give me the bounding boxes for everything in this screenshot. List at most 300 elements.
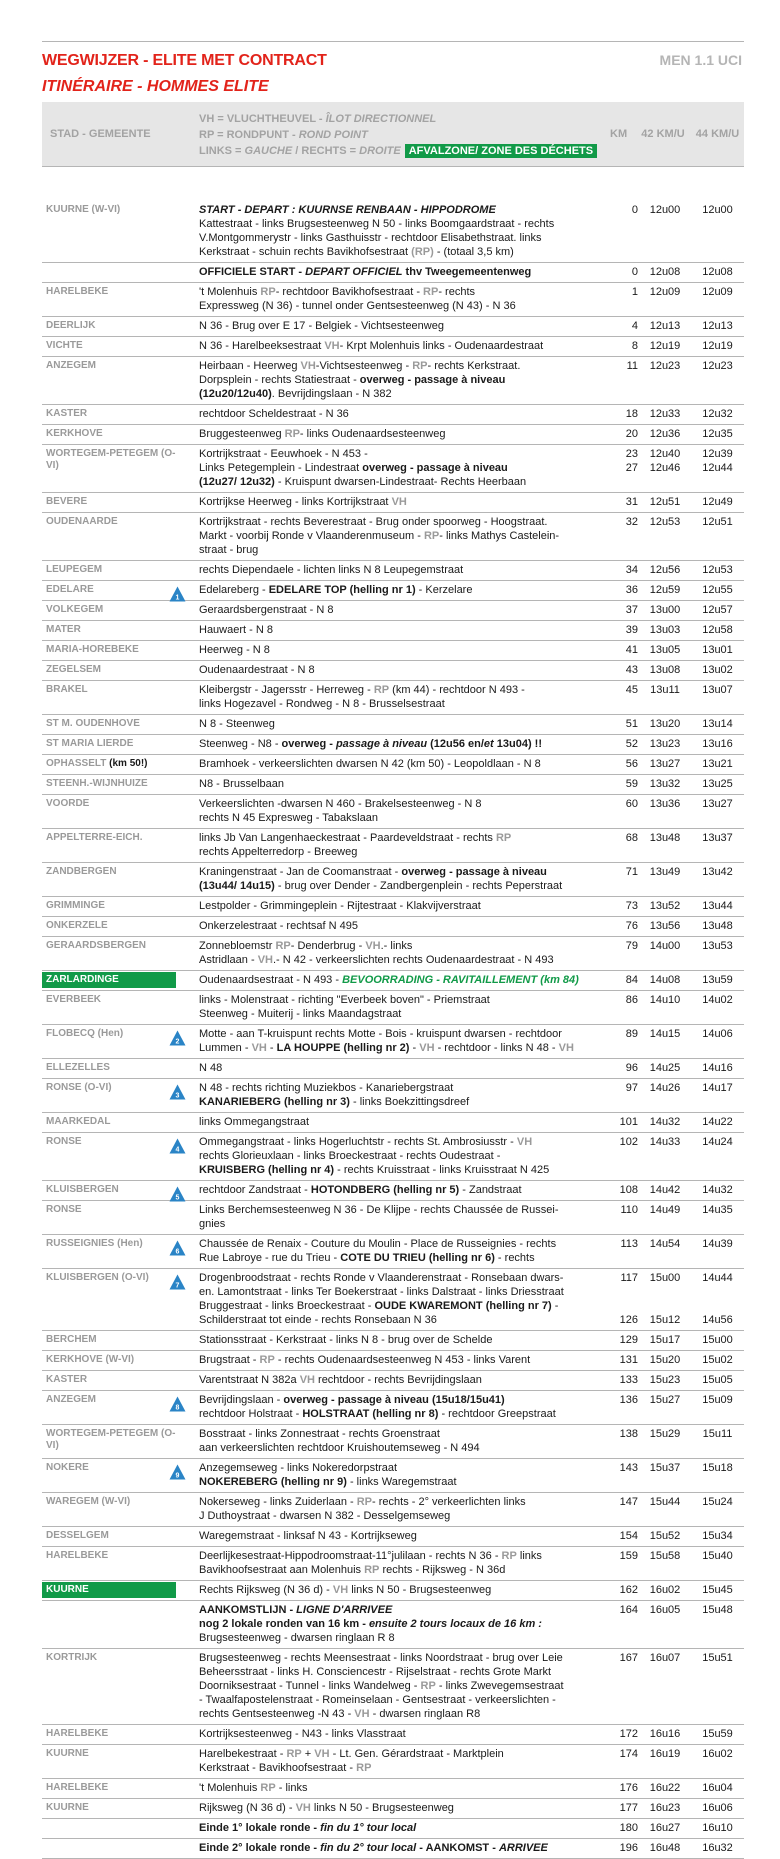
description-line — [199, 811, 627, 825]
description-segment: links — [516, 1550, 542, 1562]
time-42kmh-value: 15u27 — [649, 1394, 681, 1406]
description-segment: VH — [257, 954, 273, 966]
description-segment: - AANKOMST - — [416, 1842, 499, 1854]
town-name — [46, 866, 178, 878]
distance-km — [604, 359, 638, 373]
town-label: ONKERZELE — [46, 920, 108, 931]
description-segment: + — [301, 1748, 315, 1760]
description-line — [199, 797, 627, 811]
time-42kmh — [639, 1333, 691, 1347]
description-line — [199, 1495, 627, 1509]
time-42kmh — [639, 447, 691, 475]
route-description — [199, 407, 627, 421]
description-segment: - rechts — [494, 1252, 535, 1264]
town-label: GRIMMINGE — [46, 900, 105, 911]
time-42kmh — [639, 1603, 691, 1617]
distance-km-value — [604, 1285, 638, 1299]
town-name — [46, 1530, 178, 1542]
table-row — [42, 493, 744, 513]
description-segment: - rechtdoor - links N 48 - — [434, 1042, 559, 1054]
description-segment: Onkerzelestraat - rechtsaf N 495 — [199, 920, 358, 932]
town-name — [46, 778, 178, 790]
time-42kmh — [639, 1183, 691, 1197]
distance-km-value: 39 — [625, 624, 638, 636]
description-line — [199, 1041, 627, 1055]
legend-rechts-fr: DROITE — [359, 145, 401, 157]
time-42kmh-value: 15u00 — [649, 1272, 681, 1284]
route-description — [199, 203, 627, 259]
distance-km-value: 164 — [619, 1604, 638, 1616]
town-name — [46, 496, 178, 508]
distance-km — [604, 1237, 638, 1251]
time-42kmh-value: 12u19 — [649, 340, 681, 352]
distance-km — [604, 603, 638, 617]
town-name — [46, 940, 178, 952]
time-42kmh-value: 16u22 — [649, 1782, 681, 1794]
description-segment: - brug over Dender - Zandbergenplein - rechts Peperstraat — [274, 880, 563, 892]
route-description — [199, 663, 627, 677]
time-42kmh-value: 14u42 — [649, 1184, 681, 1196]
time-42kmh — [639, 973, 691, 987]
description-segment: RP — [373, 684, 390, 696]
climb-marker-icon — [169, 1464, 186, 1480]
time-42kmh — [639, 683, 691, 697]
town-label: RONSE — [46, 1136, 82, 1147]
description-segment: VH — [419, 1042, 435, 1054]
description-segment: RP — [275, 940, 291, 952]
time-44kmh-value: 12u55 — [702, 584, 733, 596]
distance-km-value: 133 — [619, 1374, 638, 1386]
description-line — [199, 1007, 627, 1021]
distance-km-value: 51 — [625, 718, 638, 730]
time-42kmh — [639, 623, 691, 637]
table-row — [42, 283, 744, 317]
table-row — [42, 1025, 744, 1059]
town-label: OUDENAARDE — [46, 516, 118, 527]
description-line — [199, 1299, 627, 1313]
town-label: KLUISBERGEN — [46, 1184, 119, 1195]
town-label: HARELBEKE — [46, 1550, 109, 1561]
time-42kmh-value: 12u08 — [649, 266, 681, 278]
route-description — [199, 1081, 627, 1109]
time-42kmh — [639, 1353, 691, 1367]
description-segment: Kortrijkse Heerweg - links Kortrijkstraat — [199, 496, 392, 508]
distance-km-value: 196 — [619, 1842, 638, 1854]
description-segment: ARRIVEE — [498, 1842, 548, 1854]
time-44kmh — [691, 285, 744, 299]
time-44kmh — [691, 1027, 744, 1041]
time-44kmh-value: 12u57 — [702, 604, 733, 616]
description-line — [199, 643, 627, 657]
town-name — [46, 738, 178, 750]
table-row — [42, 1269, 744, 1331]
time-44kmh-value: 13u27 — [702, 798, 733, 810]
time-44kmh-value: 16u04 — [702, 1782, 733, 1794]
time-42kmh-value: 13u08 — [649, 664, 681, 676]
description-segment: - Krpt Molenhuis links - Oudenaardestraat — [339, 340, 544, 352]
table-row — [42, 1425, 744, 1459]
description-segment: AANKOMSTLIJN - — [199, 1604, 297, 1616]
description-segment: Bruggesteenweg — [199, 428, 285, 440]
time-44kmh-value: 12u09 — [702, 286, 733, 298]
legend-vh-fr: ÎLOT DIRECTIONNEL — [325, 113, 437, 125]
description-segment: Chaussée de Renaix - Couture du Moulin - Place de Russeignies - rechts — [199, 1238, 557, 1250]
time-42kmh-value: 13u11 — [650, 684, 680, 696]
distance-km-value: 34 — [625, 564, 638, 576]
time-42kmh-value: 12u46 — [649, 462, 681, 474]
description-line — [199, 265, 627, 279]
description-segment: VH — [300, 360, 316, 372]
distance-km — [604, 973, 638, 987]
description-segment: Kraningenstraat - Jan de Coomanstraat - — [199, 866, 402, 878]
town-label: KUURNE — [46, 1748, 89, 1759]
time-42kmh — [639, 285, 691, 299]
table-row — [42, 1459, 744, 1493]
distance-km — [604, 919, 638, 933]
route-description — [199, 1781, 627, 1795]
town-name — [46, 1334, 178, 1346]
description-segment: Harelbekestraat - — [199, 1748, 287, 1760]
distance-km-value: 126 — [619, 1314, 638, 1326]
time-44kmh-value: 15u09 — [702, 1394, 733, 1406]
route-description — [199, 1549, 627, 1577]
description-segment: BEVOORRADING - RAVITAILLEMENT — [342, 974, 538, 986]
description-line — [199, 319, 627, 333]
description-segment: - Zandstraat — [459, 1184, 522, 1196]
time-42kmh-value: 16u05 — [649, 1604, 681, 1616]
description-segment: Geraardsbergenstraat - N 8 — [199, 604, 334, 616]
description-line — [199, 1407, 627, 1421]
town-label: DEERLIJK — [46, 320, 96, 331]
table-row — [42, 1601, 744, 1649]
town-label: WORTEGEM-PETEGEM (O-VI) — [46, 1428, 176, 1451]
town-name — [46, 1028, 178, 1040]
route-description — [199, 1747, 627, 1775]
time-42kmh — [639, 1747, 691, 1761]
town-name — [46, 664, 178, 676]
distance-km-value: 136 — [619, 1394, 638, 1406]
route-description — [199, 1237, 627, 1265]
description-segment: links Jb Van Langenhaeckestraat - Paardeveldstraat - rechts — [199, 832, 496, 844]
distance-km-value: 68 — [625, 832, 638, 844]
description-line — [199, 515, 627, 529]
time-44kmh-value: 15u59 — [702, 1728, 733, 1740]
time-42kmh-value: 14u08 — [649, 974, 681, 986]
description-segment: Lummen - — [199, 1042, 252, 1054]
time-44kmh-value: 14u22 — [702, 1116, 733, 1128]
description-segment: Stationsstraat - Kerkstraat - links N 8 - brug over de Schelde — [199, 1334, 493, 1346]
time-44kmh-value: 15u00 — [702, 1334, 733, 1346]
town-name — [46, 320, 178, 332]
time-42kmh — [639, 1495, 691, 1509]
distance-km — [604, 683, 638, 697]
distance-km-value: 110 — [620, 1204, 638, 1216]
description-line — [199, 879, 627, 893]
description-segment: (km 44) - rechtdoor N 493 - — [389, 684, 525, 696]
time-42kmh-value: 14u33 — [649, 1136, 681, 1148]
time-42kmh-value: 12u59 — [649, 584, 681, 596]
description-segment: Markt - voorbij Ronde v Vlaanderenmuseum - — [199, 530, 424, 542]
description-segment: N 48 - rechts richting Muziekbos - Kanariebergstraat — [199, 1082, 454, 1094]
route-description — [199, 865, 627, 893]
description-segment: en. Lamontstraat - links Ter Boekerstraat - links Dalstraat - links Driesstraat — [199, 1286, 564, 1298]
distance-km — [604, 1115, 638, 1129]
time-44kmh-value: 15u45 — [702, 1584, 733, 1596]
description-segment: RP — [423, 286, 439, 298]
time-44kmh — [691, 1115, 744, 1129]
table-row — [42, 1547, 744, 1581]
climb-number: 2 — [175, 1038, 180, 1046]
time-44kmh — [691, 1841, 744, 1855]
time-44kmh — [691, 1393, 744, 1407]
description-segment: rechts Glorieuxlaan - links Broeckestraat - rechts Oudestraat - — [199, 1150, 501, 1162]
distance-km-value: 108 — [619, 1184, 638, 1196]
time-42kmh — [639, 1781, 691, 1795]
time-42kmh — [639, 1135, 691, 1149]
legend-rp-fr: ROND POINT — [298, 129, 368, 141]
distance-km-value: 102 — [619, 1136, 638, 1148]
description-segment: overweg - passage à niveau (15u18/15u41) — [283, 1394, 505, 1406]
top-divider — [42, 41, 744, 42]
distance-km-value: 129 — [619, 1334, 638, 1346]
time-44kmh — [691, 797, 744, 811]
description-line — [199, 993, 627, 1007]
time-44kmh-value: 12u08 — [702, 266, 733, 278]
table-row — [42, 1527, 744, 1547]
time-42kmh-value: 14u49 — [649, 1204, 681, 1216]
description-line — [199, 1313, 627, 1327]
description-line — [199, 1353, 627, 1367]
distance-km — [604, 939, 638, 953]
time-42kmh-value: 12u33 — [649, 408, 681, 420]
description-segment: 't Molenhuis — [199, 1782, 261, 1794]
description-segment: RP — [412, 360, 428, 372]
table-row — [42, 1331, 744, 1351]
description-line — [199, 1061, 627, 1075]
time-44kmh-value: 16u10 — [702, 1822, 733, 1834]
time-44kmh-value: 12u49 — [702, 496, 733, 508]
town-name — [46, 1728, 178, 1740]
time-42kmh-value: 12u53 — [649, 516, 681, 528]
distance-km — [604, 623, 638, 637]
description-segment: Motte - aan T-kruispunt rechts Motte - Bois - kruispunt dwarsen - rechtdoor — [199, 1028, 562, 1040]
description-line — [199, 1529, 627, 1543]
route-description — [199, 285, 627, 313]
time-44kmh — [691, 899, 744, 913]
time-44kmh — [691, 407, 744, 421]
time-42kmh-value: 15u52 — [649, 1530, 681, 1542]
table-row — [42, 1799, 744, 1819]
description-segment: RP — [259, 1354, 275, 1366]
description-segment: Zonnebloemstr — [199, 940, 276, 952]
description-segment: V.Montgommerystr - links Gasthuisstr - rechtdoor Elisabethstraat. links — [199, 232, 542, 244]
description-line — [199, 1651, 627, 1665]
town-name — [42, 972, 176, 988]
time-42kmh — [639, 1821, 691, 1835]
town-label: MAARKEDAL — [46, 1116, 111, 1127]
time-42kmh-value — [639, 1285, 691, 1299]
town-name — [46, 1062, 178, 1074]
route-description — [199, 1027, 627, 1055]
description-segment: N 36 - Harelbeeksestraat — [199, 340, 325, 352]
time-42kmh — [639, 319, 691, 333]
table-row — [42, 1649, 744, 1725]
description-segment: Verkeerslichten -dwarsen N 460 - Brakelsesteenweg - N 8 — [199, 798, 482, 810]
time-42kmh-value: 13u32 — [649, 778, 681, 790]
time-44kmh-value: 15u40 — [702, 1550, 733, 1562]
description-line — [199, 1115, 627, 1129]
route-description — [199, 1841, 627, 1855]
town-name — [46, 584, 178, 596]
description-line — [199, 583, 627, 597]
table-row — [42, 513, 744, 561]
description-line — [199, 845, 627, 859]
time-44kmh-value: 15u18 — [702, 1462, 733, 1474]
route-description — [199, 1333, 627, 1347]
distance-km — [604, 1821, 638, 1835]
description-line — [199, 1217, 627, 1231]
town-name — [46, 1462, 178, 1474]
distance-km-value: 37 — [625, 604, 638, 616]
time-44kmh — [691, 777, 744, 791]
town-label: KUURNE (W-VI) — [46, 204, 121, 215]
table-row — [42, 937, 744, 971]
distance-km — [604, 285, 638, 299]
time-44kmh-value: 14u32 — [702, 1184, 733, 1196]
climb-marker-icon — [169, 1240, 186, 1256]
time-44kmh — [691, 1603, 744, 1617]
distance-km-value: 43 — [625, 664, 638, 676]
distance-km-value: 147 — [619, 1496, 638, 1508]
time-42kmh — [639, 919, 691, 933]
description-segment: Kortrijkstraat - rechts Beverestraat - Brug onder spoorweg - Hoogstraat. — [199, 516, 548, 528]
description-segment: Kattestraat - links Brugsesteenweg N 50 - links Boomgaardstraat - rechts — [199, 218, 555, 230]
time-42kmh-value: 15u58 — [649, 1550, 681, 1562]
description-segment: N 48 — [199, 1062, 223, 1074]
description-line — [199, 831, 627, 845]
route-description — [199, 319, 627, 333]
time-44kmh-value: 13u44 — [702, 900, 733, 912]
time-42kmh — [639, 563, 691, 577]
description-line — [199, 359, 627, 373]
town-label: ANZEGEM — [46, 1394, 96, 1405]
time-42kmh-value: 13u56 — [649, 920, 681, 932]
distance-km-value: 96 — [625, 1062, 638, 1074]
description-segment: NOKEREBERG (helling nr 9) — [199, 1476, 347, 1488]
distance-km — [604, 1583, 638, 1597]
legend-rp — [199, 127, 597, 143]
description-line — [199, 407, 627, 421]
time-42kmh — [639, 1115, 691, 1129]
description-segment: ensuite 2 tours locaux de 16 km : — [368, 1618, 542, 1630]
distance-km — [604, 1027, 638, 1041]
time-44kmh-value: 12u00 — [702, 204, 733, 216]
time-44kmh — [691, 643, 744, 657]
time-44kmh-value: 16u02 — [702, 1748, 733, 1760]
description-line — [199, 563, 627, 577]
climb-marker-icon — [169, 1084, 186, 1100]
legend-rp-nl: RP = RONDPUNT - — [199, 129, 299, 141]
table-row — [42, 863, 744, 897]
description-segment: Kerkstraat - schuin rechts Bavikhofsestraat — [199, 246, 412, 258]
time-42kmh-value: 15u20 — [649, 1354, 681, 1366]
distance-km-value: 84 — [625, 974, 638, 986]
town-label: APPELTERRE-EICH. — [46, 832, 143, 843]
time-44kmh-value: 14u39 — [702, 1238, 733, 1250]
town-label: VOLKEGEM — [46, 604, 104, 615]
time-44kmh-value: 15u02 — [702, 1354, 733, 1366]
time-42kmh-value: 13u52 — [649, 900, 681, 912]
column-header-44kmh: 44 KM/U — [695, 128, 740, 140]
description-segment: links N 50 - Brugsesteenweg — [310, 1802, 454, 1814]
description-line — [199, 1027, 627, 1041]
description-segment: - Lt. Gen. Gérardstraat - Marktplein — [329, 1748, 504, 1760]
time-42kmh-value: 14u26 — [649, 1082, 681, 1094]
time-42kmh-value: 14u32 — [649, 1116, 681, 1128]
climb-number: 3 — [175, 1092, 180, 1100]
time-44kmh — [691, 447, 744, 475]
description-segment: VH — [391, 496, 407, 508]
time-44kmh — [691, 583, 744, 597]
description-line — [199, 387, 627, 401]
distance-km-value — [604, 1299, 638, 1313]
time-44kmh-value: 13u07 — [702, 684, 733, 696]
table-row — [42, 681, 744, 715]
climb-marker-icon — [169, 1396, 186, 1412]
description-segment: Brugstraat - — [199, 1354, 260, 1366]
table-row — [42, 581, 744, 601]
time-44kmh-value: 12u32 — [702, 408, 733, 420]
town-name — [46, 408, 178, 420]
table-row — [42, 357, 744, 405]
description-segment: - rechts Kruisstraat - links Kruisstraat N 425 — [334, 1164, 550, 1176]
route-description — [199, 1529, 627, 1543]
distance-km — [604, 865, 638, 879]
time-44kmh — [691, 939, 744, 953]
distance-km-value: 159 — [619, 1550, 638, 1562]
distance-km-value: 76 — [625, 920, 638, 932]
abbreviation-legend — [199, 111, 597, 159]
time-44kmh — [691, 1821, 744, 1835]
time-42kmh-value: 16u07 — [649, 1652, 681, 1664]
legend-links-fr: GAUCHE — [244, 145, 293, 157]
town-label: RUSSEIGNIES (Hen) — [46, 1238, 143, 1249]
table-row — [42, 1391, 744, 1425]
town-name — [46, 1374, 178, 1386]
description-segment: Beheersstraat - links H. Consciencestr - Rijselstraat - rechts Grote Markt — [199, 1666, 552, 1678]
description-segment: Bruggestraat - links Broeckestraat - — [199, 1300, 375, 1312]
description-segment: Kerkstraat - Bavikhoofsestraat - — [199, 1762, 357, 1774]
description-line — [199, 285, 627, 299]
time-42kmh — [639, 495, 691, 509]
route-description — [199, 339, 627, 353]
description-segment: RP — [420, 1680, 436, 1692]
description-segment: Bavikhoofsestraat aan Molenhuis — [199, 1564, 365, 1576]
legend-vh-nl: VH = VLUCHTHEUVEL - — [199, 113, 326, 125]
description-segment: Bevrijdingslaan - — [199, 1394, 284, 1406]
description-segment: .- N 42 - verkeerslichten rechts Oudenaardestraat - N 493 — [272, 954, 554, 966]
legend-vh — [199, 111, 597, 127]
description-segment: rechtdoor Holstraat - — [199, 1408, 303, 1420]
climb-number: 4 — [175, 1146, 180, 1154]
description-segment: VH — [251, 1042, 267, 1054]
climb-marker-icon — [169, 1274, 186, 1290]
table-row — [42, 1133, 744, 1181]
description-line — [199, 1333, 627, 1347]
description-line — [199, 1285, 627, 1299]
description-line — [199, 737, 627, 751]
town-name — [46, 564, 178, 576]
